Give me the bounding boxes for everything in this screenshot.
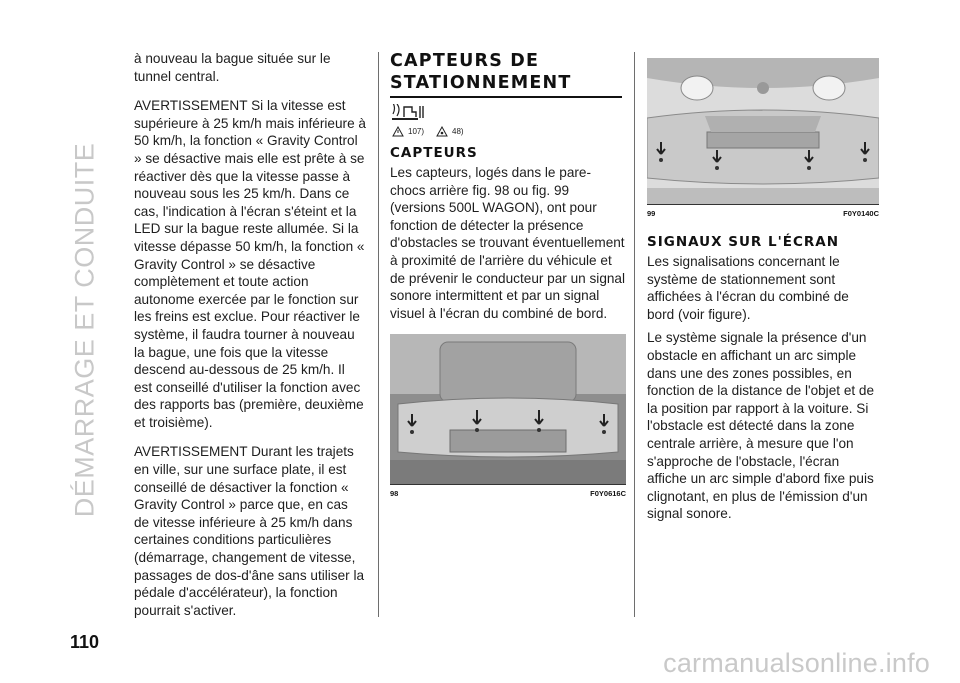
figure-code: F0Y0140C [843,209,879,218]
column-2 [390,50,626,498]
paragraph: Le système signale la présence d'un obstacle en affichant un arc simple dans une des zones possibles, en fonction de la distance de l'objet et de la position par rapport à la voiture. Si l'obstacle est détecté dans la zone centrale arrière, à mesure que l'on s'approche de l'obstacle, l'écran affiche un arc simple d'abord fixe puis clignotant, en plus de l'émission d'un signal sonore. [647,330,875,522]
figure-number: 98 [390,489,399,499]
figure-code: F0Y0616C [590,489,626,499]
figure-99 [647,58,879,218]
parking-sensor-icon [390,104,428,124]
figure-caption [390,489,626,498]
figure-number: 99 [647,209,656,218]
paragraph: AVERTISSEMENT Si la vitesse est supérieure à 25 km/h mais inférieure à 50 km/h, la fonction « Gravity Control » se désactive mais elle est prête à se réactiver dès que la vitesse passe à nouveau sous les 25 km/h. Dans ce cas, l'indication à l'écran s'éteint et la LED sur la bague reste allumée. Si la vitesse dépasse 50 km/h, la fonction « Gravity Control » se désactive complètement et toute action autonome exercée par le fonction sur les freins est exclue. Pour réactiver le système, il faudra tourner à nouveau la bague, une fois que la vitesse descend au-dessous de 25 km/h. Il est conseillé d'utiliser la fonction avec des rapports bas (première, deuxième et troisième). [134,98,366,430]
subheading: SIGNAUX SUR L'ÉCRAN [647,234,840,250]
figure-caption-rule [647,204,879,205]
figure-98 [390,334,626,498]
section-title-rule [390,96,622,98]
paragraph: AVERTISSEMENT Durant les trajets en ville, sur une surface plate, il est conseillé de désactiver la fonction « Gravity Control » parce que, en cas de vitesse inférieure à 25 km/h dans certaines conditions particulières (démarrage, changement de vitesse, passages de dos-d'âne sans utiliser la pédale d'accélérateur), la fonction pourrait s'activer. [134,444,365,618]
chapter-side-title: DÉMARRAGE ET CONDUITE [69,142,100,518]
warning-triangle-icon [392,126,404,137]
section-title-line-2: STATIONNEMENT [390,73,572,93]
symbol-row [390,104,626,124]
rear-bumper-sensors-wagon-image [647,58,879,204]
paragraph: Les capteurs, logés dans le pare-chocs arrière fig. 98 ou fig. 99 (versions 500L WAGON), ont pour fonction de détecter la présence d'obstacles se trouvant éventuellement à proximité de l'arrière du véhicule et de prévenir le conducteur par un signal sonore intermittent et par un signal visuel à l'écran du combiné de bord. [390,165,626,321]
column-3 [647,58,879,535]
caution-triangle-icon [436,126,448,137]
warning-references [392,126,626,137]
section-title-line-1: CAPTEURS DE [390,51,540,71]
paragraph: Les signalisations concernant le système de stationnement sont affichées à l'écran du combiné de bord (voir figure). [647,254,849,322]
column-divider-1 [378,52,379,617]
warning-ref-1: 107) [408,127,425,136]
column-divider-2 [634,52,635,617]
column-1 [134,50,366,631]
paragraph: à nouveau la bague située sur le tunnel central. [134,51,331,84]
figure-caption [647,209,879,218]
section-title [390,50,626,94]
warning-ref-2: 48) [452,127,464,136]
watermark-text: carmanualsonline.info [663,648,930,678]
subheading: CAPTEURS [390,145,478,161]
rear-bumper-sensors-image [390,334,626,484]
figure-caption-rule [390,484,626,485]
page-number: 110 [70,632,100,652]
